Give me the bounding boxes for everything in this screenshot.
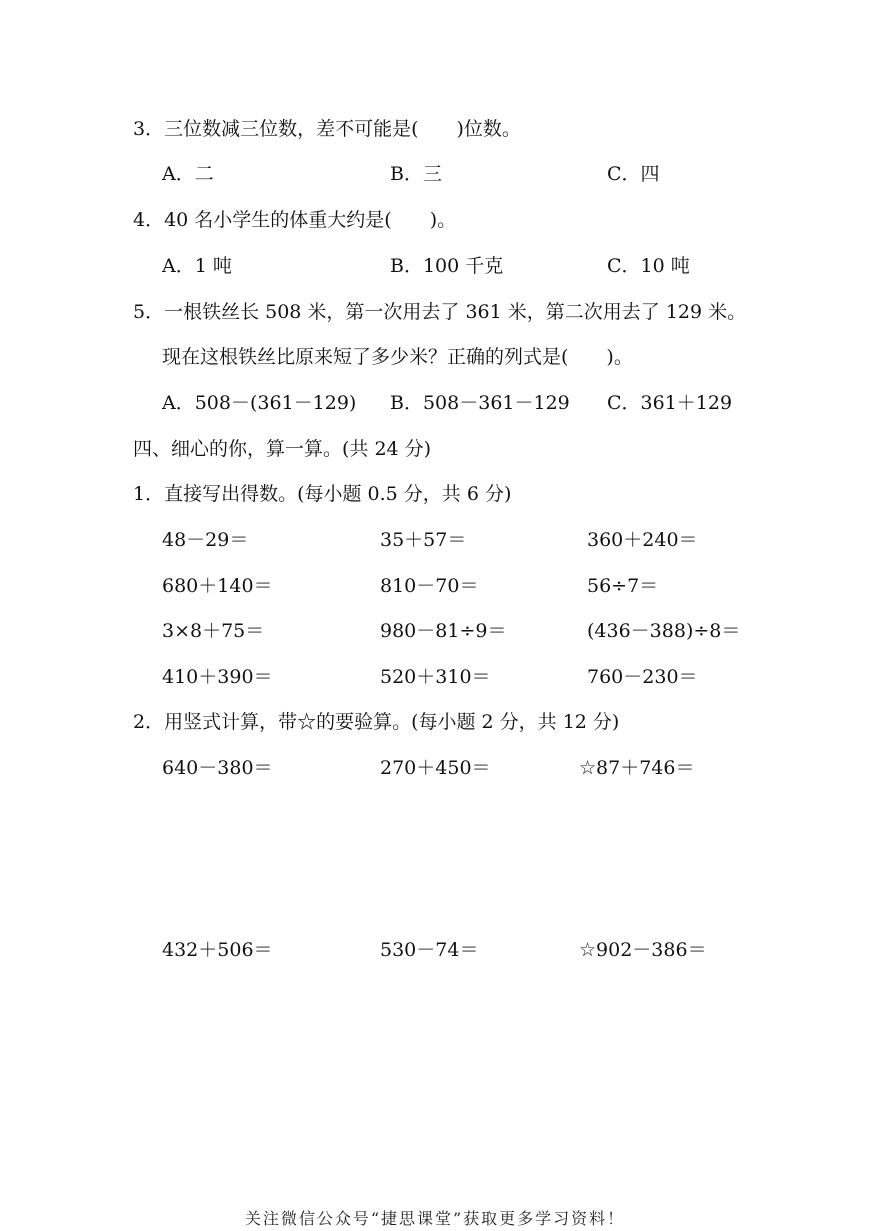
q4-stem: 4．40 名小学生的体重大约是( )。 [133,209,457,231]
s4q2-item: ☆87＋746＝ [579,757,695,779]
s4q1-item: 35＋57＝ [380,529,467,551]
s4q2-item: 270＋450＝ [380,757,491,779]
q5-option-b: B．508－361－129 [390,392,570,414]
s4q1-item: (436－388)÷8＝ [587,620,741,642]
s4q2-title: 2．用竖式计算，带☆的要验算。(每小题 2 分，共 12 分) [133,711,620,733]
section4-title: 四、细心的你，算一算。(共 24 分) [133,438,432,460]
s4q1-item: 48－29＝ [162,529,249,551]
q4-option-a: A．1 吨 [162,255,232,277]
s4q1-item: 810－70＝ [380,575,479,597]
s4q2-item: ☆902－386＝ [579,939,707,961]
s4q2-item: 432＋506＝ [162,939,273,961]
s4q1-item: 980－81÷9＝ [380,620,507,642]
s4q1-item: 56÷7＝ [587,575,659,597]
s4q1-item: 410＋390＝ [162,666,273,688]
s4q1-item: 360＋240＝ [587,529,698,551]
s4q2-item: 530－74＝ [380,939,479,961]
q3-option-b: B．三 [390,163,442,185]
s4q1-item: 760－230＝ [587,666,698,688]
q3-option-a: A．二 [162,163,214,185]
q4-option-c: C．10 吨 [607,255,690,277]
footer-note: 关注微信公众号“捷思课堂”获取更多学习资料！ [244,1209,626,1228]
s4q1-title: 1．直接写出得数。(每小题 0.5 分，共 6 分) [133,483,512,505]
s4q2-item: 640－380＝ [162,757,273,779]
q4-option-b: B．100 千克 [390,255,504,277]
q5-option-a: A．508－(361－129) [162,392,357,414]
s4q1-item: 520＋310＝ [380,666,491,688]
s4q1-item: 3×8＋75＝ [162,620,265,642]
q3-option-c: C．四 [607,163,660,185]
q5-option-c: C．361＋129 [607,392,733,414]
q5-stem-line1: 5．一根铁丝长 508 米，第一次用去了 361 米，第二次用去了 129 米。 [133,301,747,323]
q3-stem: 3．三位数减三位数，差不可能是( )位数。 [133,118,521,140]
q5-stem-line2: 现在这根铁丝比原来短了多少米？正确的列式是( )。 [162,346,633,368]
s4q1-item: 680＋140＝ [162,575,273,597]
